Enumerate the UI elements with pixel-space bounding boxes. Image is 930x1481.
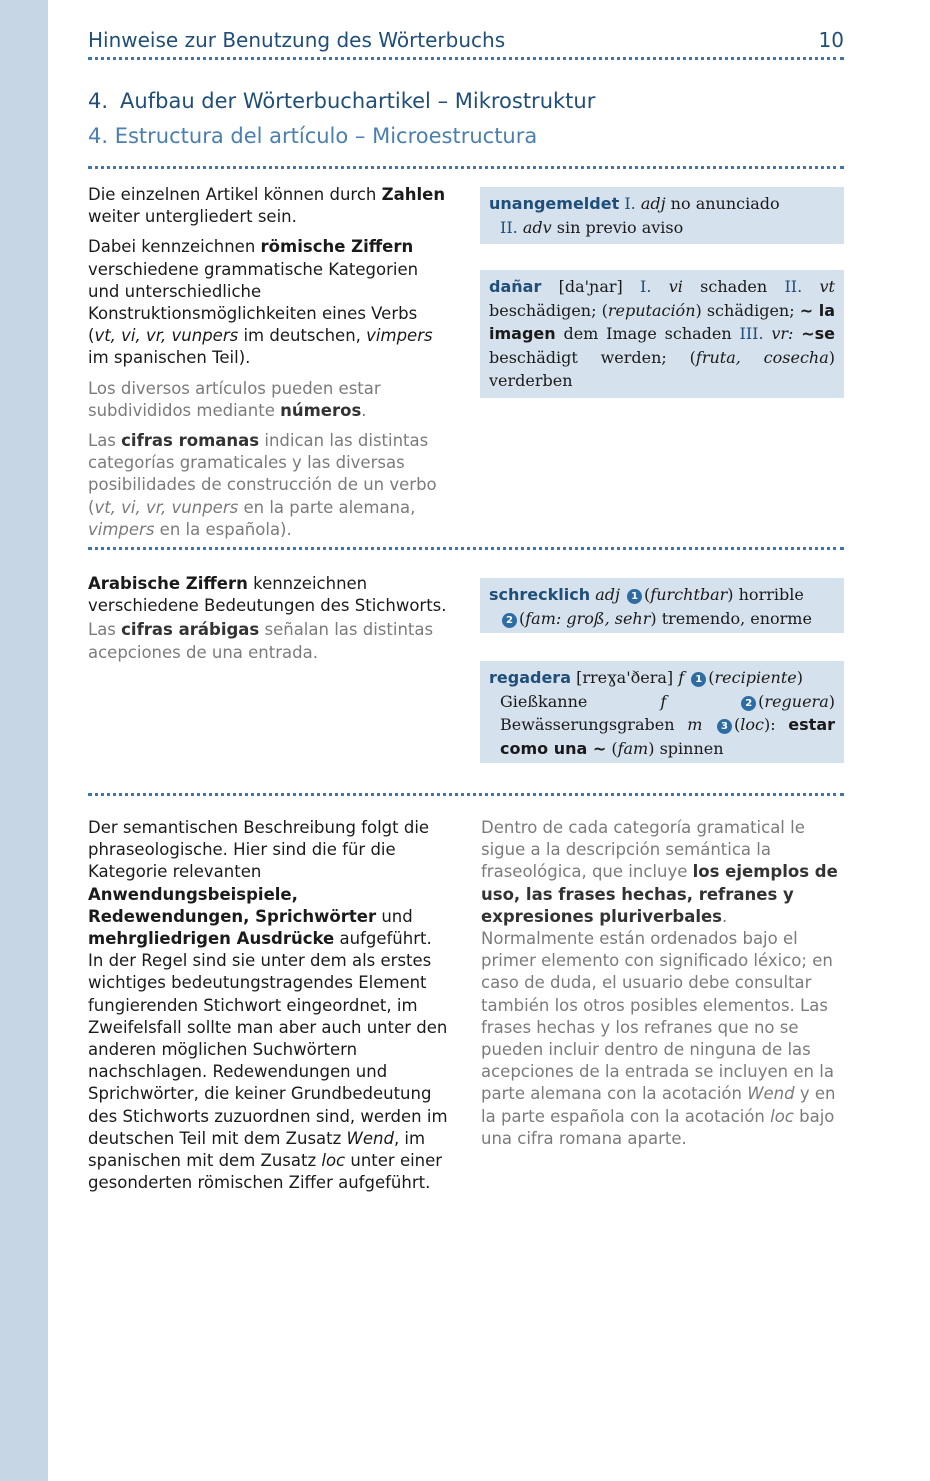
block3-es-para: Dentro de cada categoría gramatical le sigue a la descripción semántica la fraseológica, que incluye los ejemplos de uso, las frases hechas, refranes y expresiones pluriverbales. Normalmente están ordenados bajo el primer elemento con significado léxico; en caso de duda, el usuario debe consultar también los otros posibles elementos. Las frases hechas y los refranes que no se pueden incluir dentro de ninguna de las acepciones de la entrada se incluyen en la parte alemana con la acotación Wend y en la parte española con la acotación loc bajo una cifra romana aparte.	[481, 818, 838, 1148]
section-title-de-text: Aufbau der Wörterbuchartikel – Mikrostruktur	[120, 89, 596, 113]
page-edge-tab	[0, 0, 48, 1481]
block1-de-para2: Dabei kennzeichnen römische Ziffern verschiedene grammatische Kategorien und unterschiedliche Konstruktionsmöglichkeiten eines Verbs (vt, vi, vr, vunpers im deutschen, vimpers im spanischen Teil).	[88, 237, 433, 368]
entry-unangemeldet: unangemeldet I. adj no anunciado II. adv sin previo aviso	[480, 187, 844, 244]
sense-number-badge: 2	[502, 613, 517, 628]
entry-schrecklich: schrecklich adj 1 (furchtbar) horrible 2 (fam: groß, sehr) tremendo, enorme	[480, 578, 844, 633]
sense-number-badge: 3	[717, 719, 732, 734]
block1-es-para1: Los diversos artículos pueden estar subdivididos mediante números.	[88, 378, 381, 420]
dotted-divider	[88, 166, 844, 169]
block2-de-para: Arabische Ziffern kennzeichnen verschiedene Bedeutungen des Stichworts.	[88, 574, 447, 616]
block1-de-para1: Die einzelnen Artikel können durch Zahlen weiter untergliedert sein.	[88, 185, 446, 227]
running-header	[88, 26, 844, 54]
section-number: 4.	[88, 89, 109, 113]
dotted-divider	[88, 793, 844, 796]
section-title-es: 4. Estructura del artículo – Microestructura	[88, 124, 538, 148]
page-number: 10	[818, 28, 844, 52]
entry-danar: dañar [da'ɲar] I. vi schaden II. vt beschädigen; (reputación) schädigen; ~ la imagen dem Image schaden III. vr: ~se beschädigt werden; (fruta, cosecha) verderben	[480, 270, 844, 398]
block3-es-text	[481, 817, 844, 1158]
sense-number-badge: 1	[627, 589, 642, 604]
block3-de-para: Der semantischen Beschreibung folgt die phraseologische. Hier sind die für die Kategorie relevanten Anwendungsbeispiele, Redewendungen, Sprichwörter und mehrgliedrigen Ausdrücke aufgeführt. In der Regel sind sie unter dem als erstes wichtiges bedeutungstragendes Element fungierenden Stichwort eingeordnet, im Zweifelsfall sollte man aber auch unter den anderen möglichen Suchwörtern nachschlagen. Redewendungen und Sprichwörter, die keiner Grundbedeutung des Stichworts zuzuordnen sind, werden im deutschen Teil mit dem Zusatz Wend, im spanischen mit dem Zusatz loc unter einer gesonderten römischen Ziffer aufgeführt.	[88, 818, 448, 1193]
block1-text	[88, 184, 450, 549]
entry-regadera: regadera [rreɣa'ðera] f 1 (recipiente) Gießkanne f 2 (reguera) Bewässerungsgraben m 3 (loc): estar como una ~ (fam) spinnen	[480, 661, 844, 763]
block3-de-text	[88, 817, 450, 1202]
sense-number-badge: 2	[741, 696, 756, 711]
sense-number-badge: 1	[691, 672, 706, 687]
header-title: Hinweise zur Benutzung des Wörterbuchs	[88, 28, 506, 52]
section-title-de	[88, 86, 595, 116]
dotted-divider	[88, 57, 844, 60]
block2-es-para: Las cifras arábigas señalan las distintas acepciones de una entrada.	[88, 620, 434, 662]
block1-es-para2: Las cifras romanas indican las distintas categorías gramaticales y las diversas posibilidades de construcción de un verbo (vt, vi, vr, vunpers en la parte alemana, vimpers en la española).	[88, 431, 437, 539]
dotted-divider	[88, 547, 844, 550]
block2-text	[88, 573, 450, 672]
